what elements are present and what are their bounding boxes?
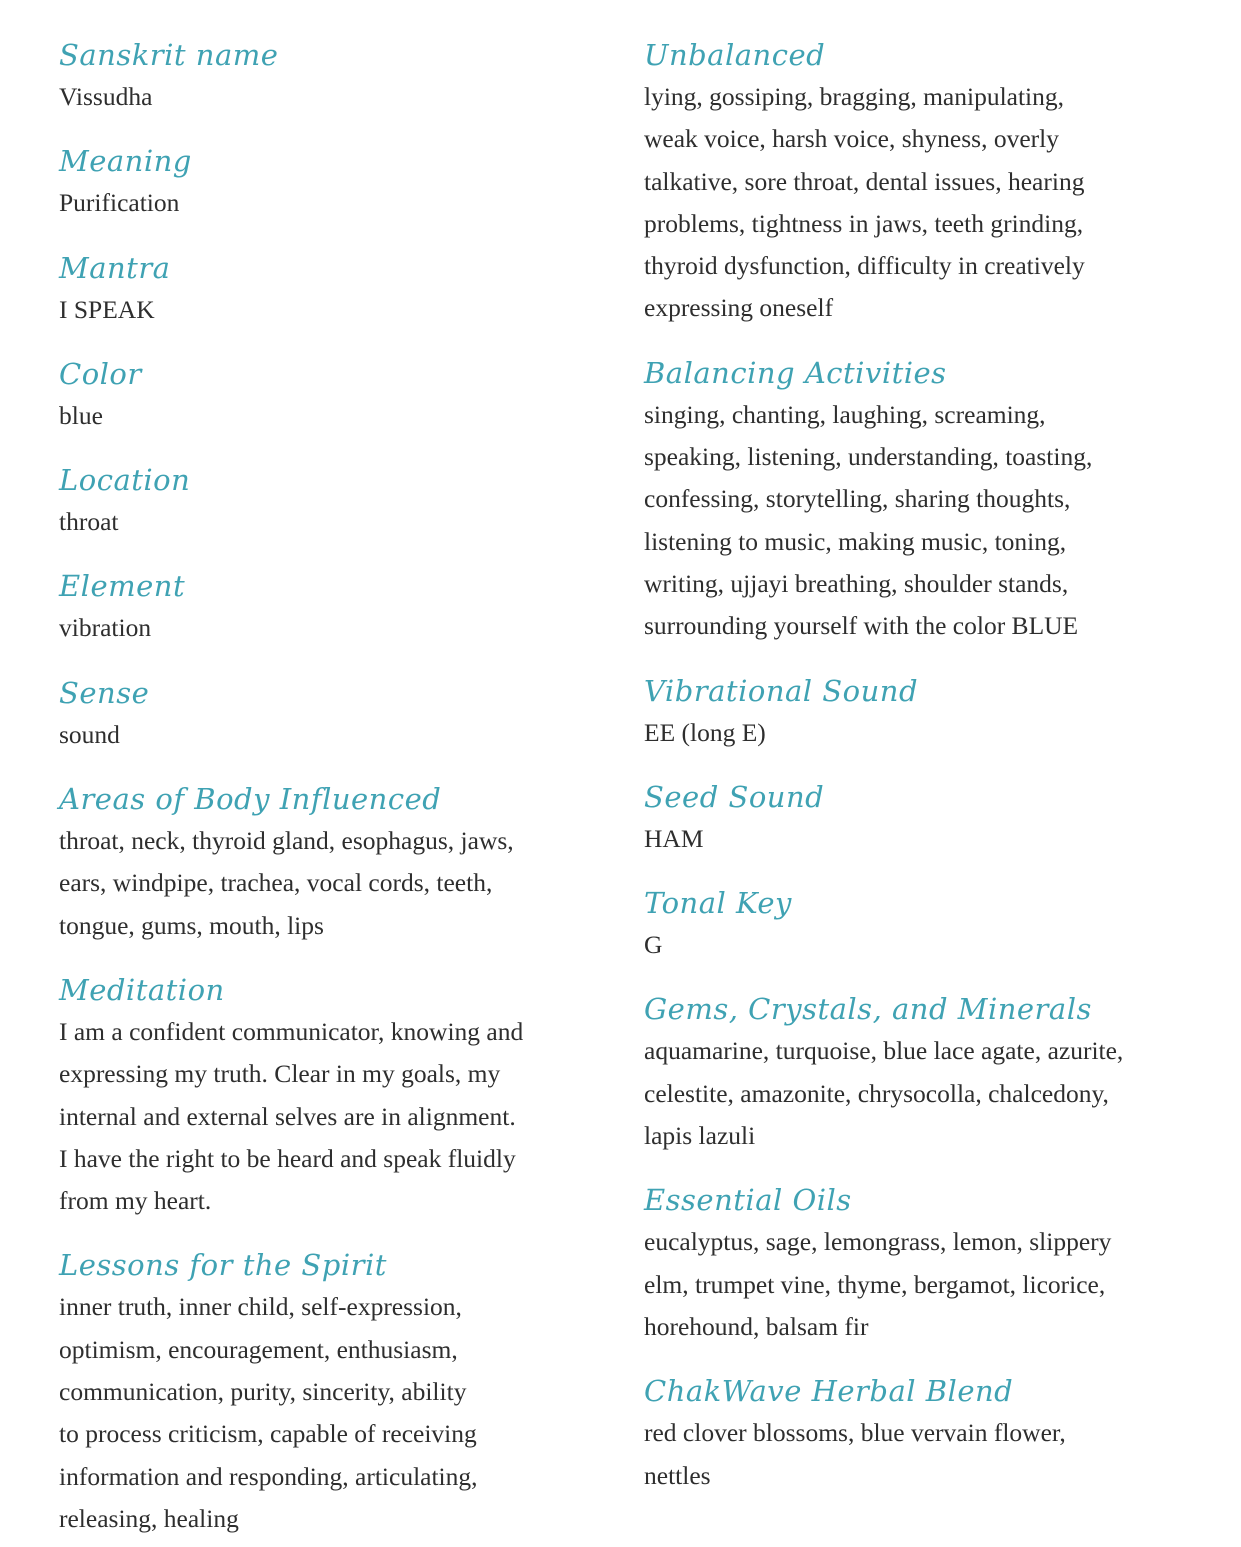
section-meaning bbox=[59, 140, 599, 224]
section-heading: Lessons for the Spirit bbox=[59, 1248, 387, 1283]
body-line: nettles bbox=[644, 1460, 711, 1490]
section-body bbox=[644, 818, 1204, 860]
section-body bbox=[59, 289, 599, 331]
section-lessons-for-the-spirit bbox=[59, 1244, 599, 1540]
body-line: vibration bbox=[59, 613, 152, 643]
section-body bbox=[59, 182, 599, 224]
section-chakwave-herbal-blend bbox=[644, 1370, 1204, 1497]
body-line: red clover blossoms, blue vervain flower, bbox=[644, 1418, 1066, 1448]
section-gems-crystals-minerals bbox=[644, 988, 1204, 1157]
body-line: information and responding, articulating, bbox=[59, 1461, 478, 1491]
body-line: confessing, storytelling, sharing thoughts, bbox=[644, 484, 1071, 514]
section-heading: Areas of Body Influenced bbox=[59, 782, 442, 817]
body-line: Vissudha bbox=[59, 82, 153, 111]
left-column bbox=[59, 34, 599, 1540]
section-mantra bbox=[59, 247, 599, 331]
section-heading: Element bbox=[59, 569, 186, 604]
body-line: elm, trumpet vine, thyme, bergamot, licorice, bbox=[644, 1269, 1106, 1299]
section-meditation bbox=[59, 969, 599, 1222]
body-line: I have the right to be heard and speak fluidly bbox=[59, 1143, 516, 1173]
section-element bbox=[59, 565, 599, 649]
section-heading: Sanskrit name bbox=[59, 38, 279, 72]
section-body bbox=[644, 1221, 1204, 1348]
section-sense bbox=[59, 672, 599, 756]
body-line: eucalyptus, sage, lemongrass, lemon, slippery bbox=[644, 1227, 1112, 1257]
section-heading: Tonal Key bbox=[644, 886, 792, 921]
body-line: thyroid dysfunction, difficulty in creatively bbox=[644, 251, 1085, 281]
section-heading: Vibrational Sound bbox=[644, 673, 919, 708]
section-heading: Balancing Activities bbox=[644, 355, 947, 390]
section-heading: Gems, Crystals, and Minerals bbox=[644, 992, 1092, 1027]
section-heading: Mantra bbox=[59, 250, 171, 285]
section-balancing-activities bbox=[644, 352, 1204, 648]
body-line: writing, ujjayi breathing, shoulder stands, bbox=[644, 568, 1069, 598]
body-line: listening to music, making music, toning, bbox=[644, 526, 1067, 556]
section-heading: Unbalanced bbox=[644, 38, 826, 72]
body-line: speaking, listening, understanding, toasting, bbox=[644, 442, 1093, 472]
section-body bbox=[59, 1286, 599, 1540]
body-line: tongue, gums, mouth, lips bbox=[59, 910, 324, 940]
section-sanskrit-name bbox=[59, 34, 599, 118]
section-heading: Meditation bbox=[59, 972, 225, 1007]
section-heading: Location bbox=[59, 463, 191, 498]
section-body bbox=[59, 714, 599, 756]
body-line: to process criticism, capable of receiving bbox=[59, 1419, 477, 1449]
body-line: inner truth, inner child, self-expression, bbox=[59, 1292, 462, 1322]
section-heading: Meaning bbox=[59, 144, 192, 179]
section-heading: Color bbox=[59, 356, 142, 391]
section-heading: Sense bbox=[59, 675, 150, 710]
section-body bbox=[644, 1030, 1204, 1157]
body-line: celestite, amazonite, chrysocolla, chalcedony, bbox=[644, 1078, 1109, 1108]
section-tonal-key bbox=[644, 882, 1204, 966]
right-column bbox=[644, 34, 1204, 1497]
body-line: surrounding yourself with the color BLUE bbox=[644, 611, 1079, 641]
body-line: from my heart. bbox=[59, 1186, 212, 1216]
section-body bbox=[644, 1412, 1204, 1497]
section-body bbox=[644, 76, 1204, 330]
body-line: Purification bbox=[59, 188, 180, 218]
body-line: optimism, encouragement, enthusiasm, bbox=[59, 1334, 458, 1364]
body-line: HAM bbox=[644, 823, 704, 853]
body-line: blue bbox=[59, 400, 103, 430]
section-body bbox=[644, 924, 1204, 966]
body-line: problems, tightness in jaws, teeth grinding, bbox=[644, 208, 1084, 238]
body-line: ears, windpipe, trachea, vocal cords, teeth, bbox=[59, 868, 493, 898]
section-body bbox=[59, 607, 599, 649]
section-heading: ChakWave Herbal Blend bbox=[644, 1374, 1014, 1409]
body-line: weak voice, harsh voice, shyness, overly bbox=[644, 124, 1059, 154]
section-body bbox=[59, 395, 599, 437]
body-line: I am a confident communicator, knowing and bbox=[59, 1016, 524, 1046]
body-line: EE (long E) bbox=[644, 717, 766, 747]
body-line: aquamarine, turquoise, blue lace agate, azurite, bbox=[644, 1036, 1124, 1066]
section-body bbox=[59, 1011, 599, 1222]
section-vibrational-sound bbox=[644, 670, 1204, 754]
section-body bbox=[59, 820, 599, 947]
body-line: expressing my truth. Clear in my goals, my bbox=[59, 1059, 501, 1089]
body-line: G bbox=[644, 930, 663, 960]
section-heading: Seed Sound bbox=[644, 779, 825, 814]
section-color bbox=[59, 353, 599, 437]
section-unbalanced bbox=[644, 34, 1204, 330]
body-line: internal and external selves are in alignment. bbox=[59, 1101, 516, 1131]
body-line: throat bbox=[59, 507, 119, 537]
body-line: sound bbox=[59, 719, 120, 749]
body-line: singing, chanting, laughing, screaming, bbox=[644, 399, 1046, 429]
section-body bbox=[644, 712, 1204, 754]
section-location bbox=[59, 459, 599, 543]
body-line: I SPEAK bbox=[59, 294, 155, 324]
section-body bbox=[644, 394, 1204, 648]
section-areas-of-body bbox=[59, 778, 599, 947]
body-line: releasing, healing bbox=[59, 1503, 239, 1533]
body-line: lying, gossiping, bragging, manipulating, bbox=[644, 82, 1065, 111]
body-line: throat, neck, thyroid gland, esophagus, jaws, bbox=[59, 826, 514, 856]
body-line: lapis lazuli bbox=[644, 1121, 756, 1151]
section-body bbox=[59, 501, 599, 543]
body-line: talkative, sore throat, dental issues, hearing bbox=[644, 166, 1085, 196]
body-line: horehound, balsam fir bbox=[644, 1311, 869, 1341]
section-seed-sound bbox=[644, 776, 1204, 860]
section-heading: Essential Oils bbox=[644, 1183, 852, 1218]
body-line: communication, purity, sincerity, ability bbox=[59, 1377, 467, 1407]
body-line: expressing oneself bbox=[644, 293, 834, 323]
section-essential-oils bbox=[644, 1179, 1204, 1348]
section-body bbox=[59, 76, 599, 118]
